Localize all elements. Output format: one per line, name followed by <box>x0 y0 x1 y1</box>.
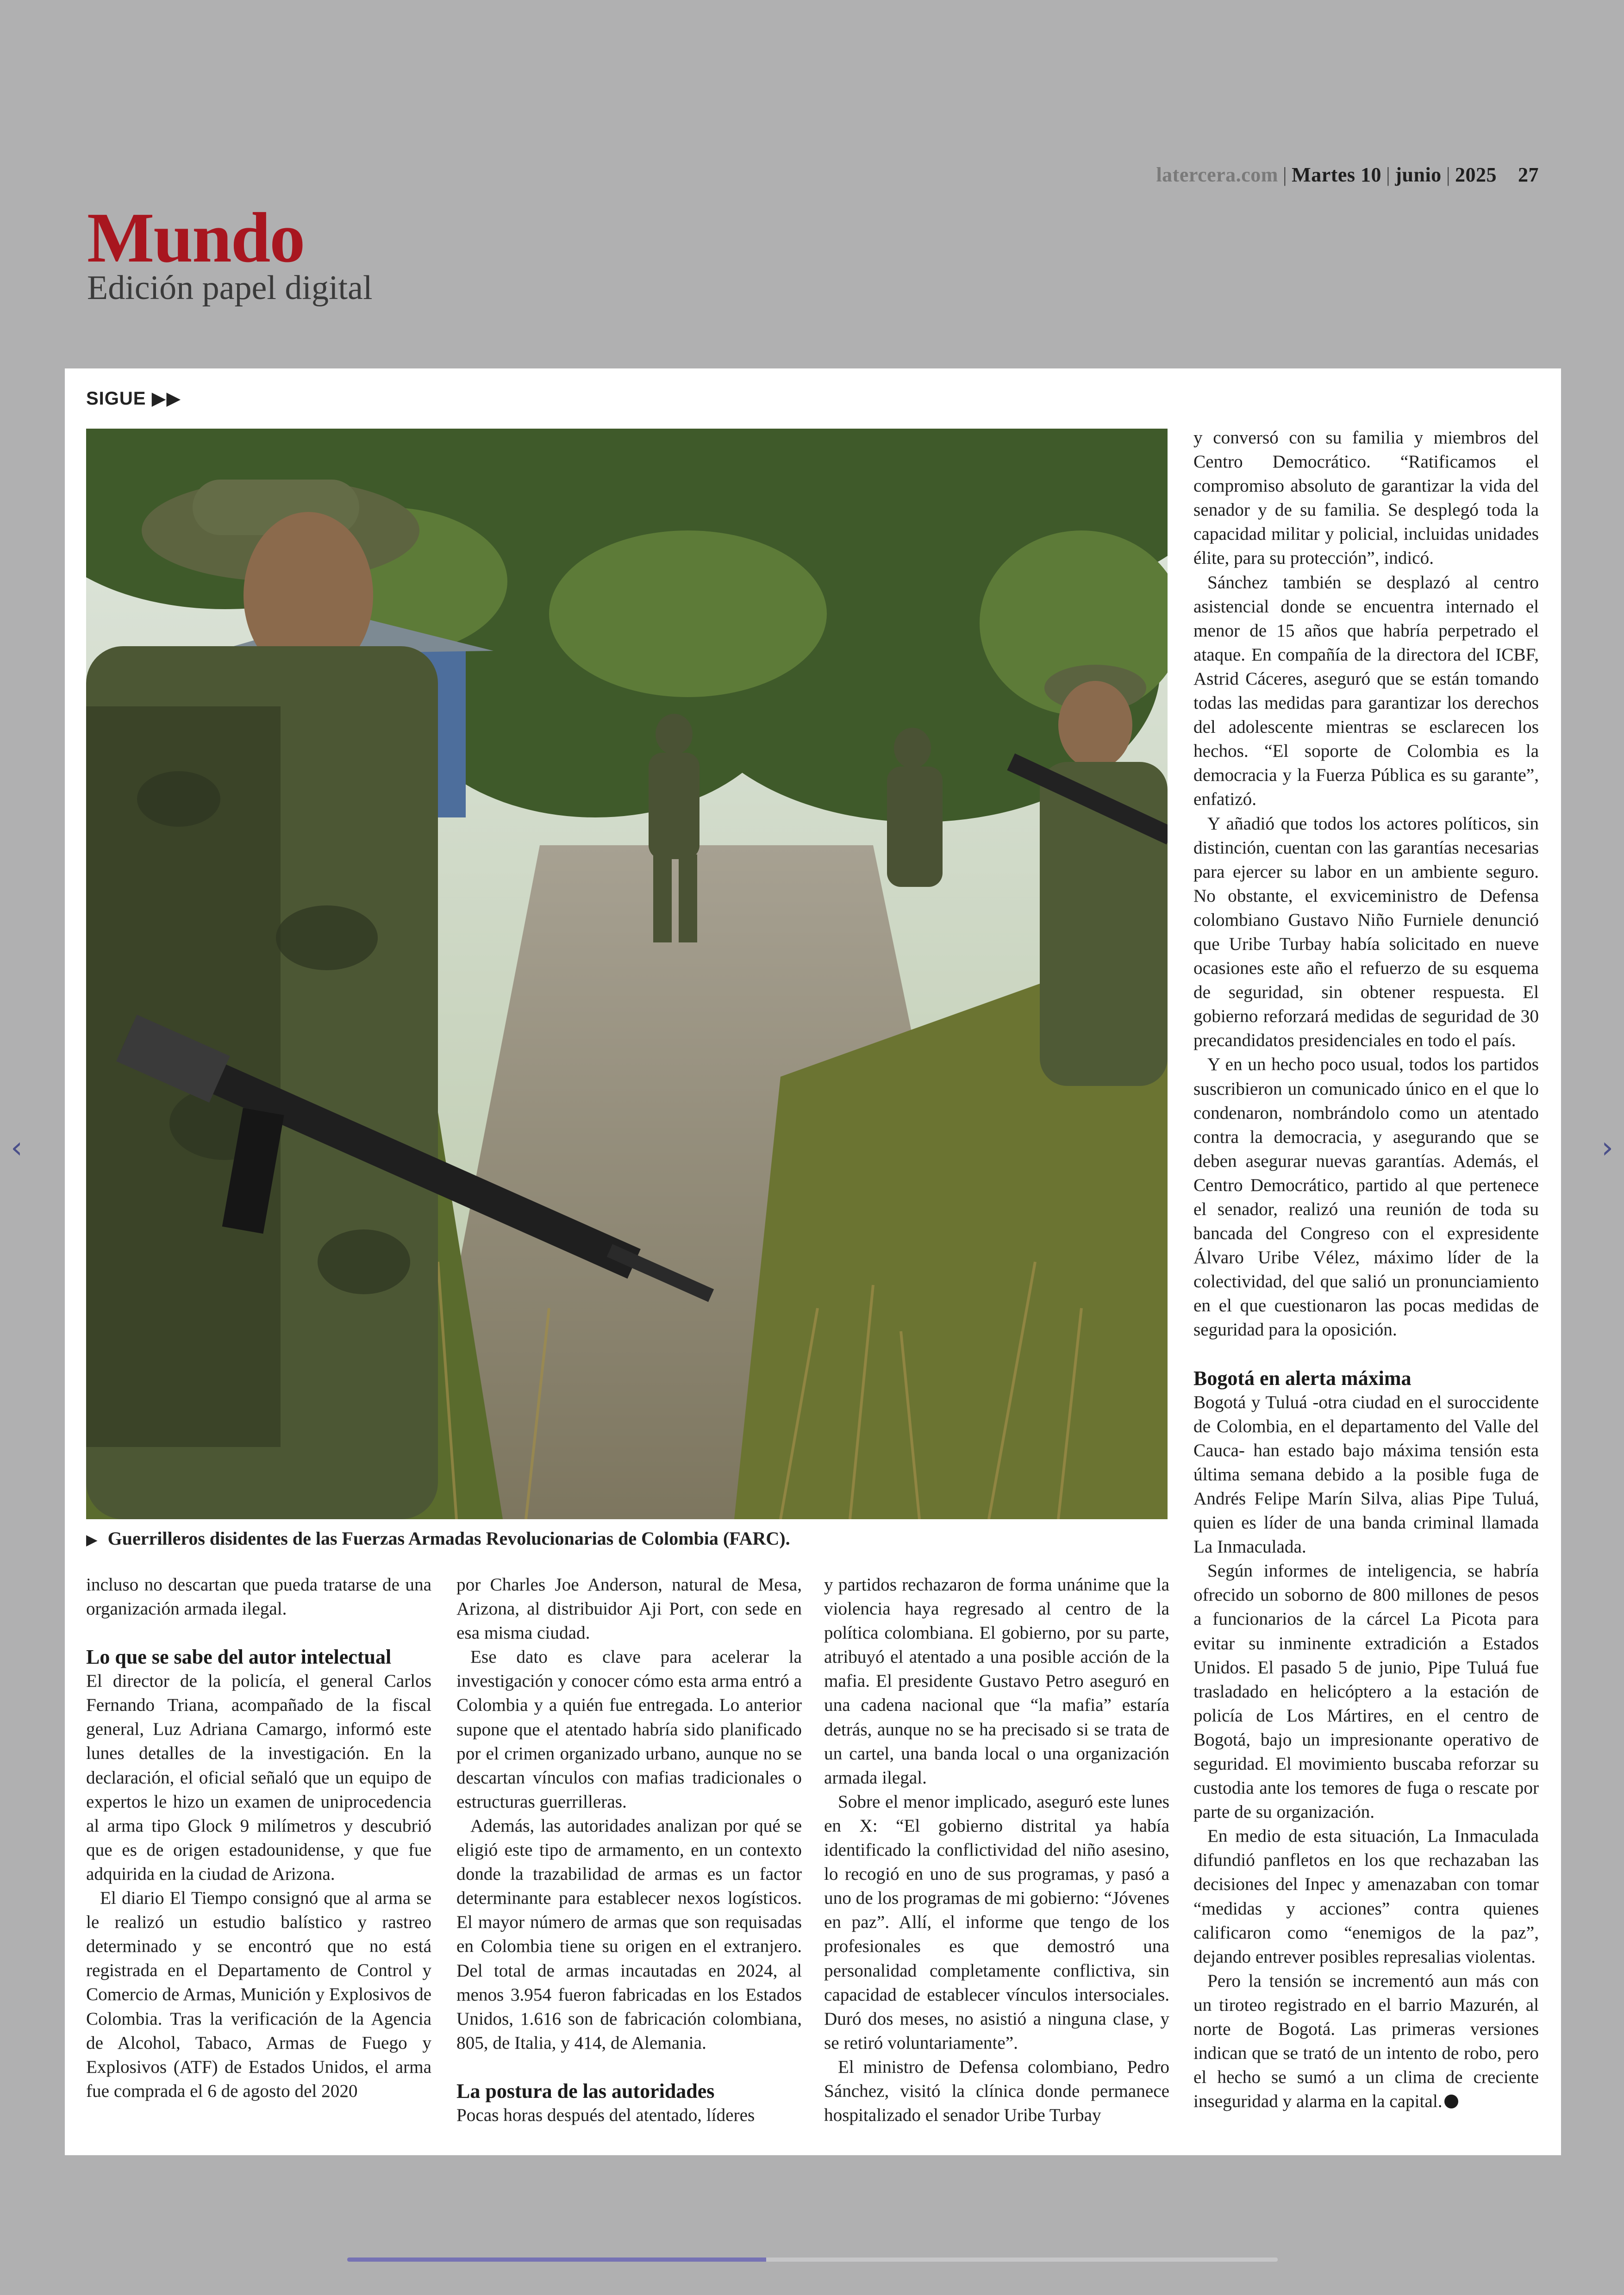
paragraph: y partidos rechazaron de forma unánime que la violencia haya regresado al centro de la política colombiana. El gobierno, por su parte, atribuyó el atentado a una posible acción de la mafia. El presidente Gustavo Petro aseguró en una cadena nacional que “la mafia” estaría detrás, aunque no se ha precisado si se trata de un cartel, una banda local o una organización armada ilegal. <box>824 1575 1169 1788</box>
paragraph: incluso no descartan que pueda tratarse de una organización armada ilegal. <box>86 1575 431 1619</box>
article-photo <box>86 429 1168 1519</box>
paragraph: Sobre el menor implicado, aseguró este lunes en X: “El gobierno distrital ya había identificado la conflictividad del niño asesino, lo recogió en uno de sus programas, y pasó a uno de los programas de mi gobierno: “Jóvenes en paz”. Allí, el informe que tengo de los profesionales es que demostró una personalidad completamente conflictiva, sin capacidad de establecer vínculos intersociales. Duró dos meses, no asistió a ninguna clase, y se retiró voluntariamente”. <box>824 1791 1169 2053</box>
subheading-bogota-alerta: Bogotá en alerta máxima <box>1193 1366 1412 1390</box>
paragraph: Pocas horas después del atentado, líderes <box>456 2105 755 2125</box>
next-page-chevron-icon[interactable]: › <box>1601 1131 1613 1165</box>
page-header-meta <box>1156 163 1539 187</box>
article-column-1 <box>86 1573 431 2103</box>
prev-page-chevron-icon[interactable]: ‹ <box>11 1131 23 1165</box>
paragraph: El ministro de Defensa colombiano, Pedro Sánchez, visitó la clínica donde permanece hospitalizado el senador Uribe Turbay <box>824 2057 1169 2126</box>
paragraph: Sánchez también se desplazó al centro asistencial donde se encuentra internado el menor de 15 años que habría perpetrado el ataque. En compañía de la directora del ICBF, Astrid Cáceres, aseguró que se están tomando todas las medidas para garantizar los derechos del adolescente mientras se esclarecen los hechos. “El soporte de Colombia es la democracia y la Fuerza Pública es su garante”, enfatizó. <box>1193 572 1539 810</box>
paragraph: Ese dato es clave para acelerar la investigación y conocer cómo esta arma entró a Colombia y a quién fue entregada. Lo anterior supone que el atentado habría sido planificado por el crimen organizado urbano, aunque no se descartan vínculos con mafias tradicionales o estructuras guerrilleras. <box>456 1647 802 1812</box>
subheading-postura-autoridades: La postura de las autoridades <box>456 2079 715 2102</box>
paragraph: Según informes de inteligencia, se habría ofrecido un soborno de 800 millones de pesos a funcionarios de la cárcel La Picota para evitar su inminente extradición a Estados Unidos. El pasado 5 de junio, Pipe Tuluá fue trasladado en helicóptero a la estación de policía de Los Mártires, en el centro de Bogotá, bajo un impresionante operativo de seguridad. El movimiento buscaba reforzar su custodia ante los temores de fuga o rescate por parte de su organización. <box>1193 1561 1539 1822</box>
article-column-4 <box>1193 426 1539 2114</box>
paragraph: Y añadió que todos los actores políticos, sin distinción, cuentan con las garantías necesarias para ejercer su labor en un ambiente seguro. No obstante, el exviceministro de Defensa colombiano Gustavo Niño Furniele denunció que Uribe Turbay había solicitado en nueve ocasiones este año el refuerzo de su esquema de seguridad, sin obtener respuesta. El gobierno reforzará medidas de seguridad de 30 precandidatos presidenciales en todo el país. <box>1193 813 1539 1051</box>
paragraph: Bogotá y Tuluá -otra ciudad en el suroccidente de Colombia, en el departamento del Valle del Cauca- han estado bajo máxima tensión esta última semana debido a la posible fuga de Andrés Felipe Marín Silva, alias Pipe Tuluá, quien es líder de una banda criminal llamada La Inmaculada. <box>1193 1392 1539 1557</box>
paragraph-final <box>1193 1969 1539 2114</box>
reading-progress-bar[interactable] <box>347 2258 1278 2262</box>
separator: | <box>1386 163 1391 186</box>
caption-text: Guerrilleros disidentes de las Fuerzas Armadas Revolucionarias de Colombia (FARC). <box>107 1528 790 1549</box>
header-month: junio <box>1395 163 1442 186</box>
newspaper-page <box>65 368 1561 2155</box>
end-of-article-icon <box>1444 2095 1458 2108</box>
section-title: Mundo <box>87 199 305 277</box>
subheading-autor-intelectual: Lo que se sabe del autor intelectual <box>86 1646 392 1669</box>
paragraph: El diario El Tiempo consignó que al arma se le realizó un estudio balístico y rastreo determinado y se encontró que no está registrada en el Departamento de Control y Comercio de Armas, Munición y Explosivos de Colombia. Tras la verificación de la Agencia de Alcohol, Tabaco, Armas de Fuego y Explosivos (ATF) de Estados Unidos, el arma fue comprada el 6 de agosto del 2020 <box>86 1888 431 2101</box>
soldiers-jungle-illustration <box>86 429 1168 1519</box>
page-number: 27 <box>1518 163 1539 186</box>
site-name: latercera.com <box>1156 163 1278 186</box>
continued-label: SIGUE ▶▶ <box>86 388 181 409</box>
section-subtitle: Edición papel digital <box>87 269 373 307</box>
article-column-2 <box>456 1573 802 2127</box>
article-column-3 <box>824 1573 1169 2127</box>
photo-caption <box>86 1528 1168 1549</box>
header-day: Martes 10 <box>1292 163 1382 186</box>
paragraph: y conversó con su familia y miembros del Centro Democrático. “Ratificamos el compromiso absoluto de garantizar la vida del senador y de su familia. Se desplegó toda la capacidad militar y policial, incluidas unidades élite, para su protección”, indicó. <box>1193 428 1539 568</box>
separator: | <box>1282 163 1287 186</box>
header-year: 2025 <box>1455 163 1497 186</box>
paragraph: En medio de esta situación, La Inmaculada difundió panfletos en los que rechazaban las decisiones del Inpec y amenazaban con tomar “medidas y acciones” contra quienes calificaron como “enemigos de la paz”, dejando entrever posibles represalias violentas. <box>1193 1826 1539 1967</box>
paragraph: El director de la policía, el general Carlos Fernando Triana, acompañado de la fiscal general, Luz Adriana Camargo, informó este lunes detalles de la investigación. En la declaración, el oficial señaló que un equipo de expertos le hizo un examen de uniprocedencia al arma tipo Glock 9 milímetros y descubrió que es de origen estadounidense, y que fue adquirida en la ciudad de Arizona. <box>86 1671 431 1884</box>
caption-marker-icon: ▶ <box>86 1531 98 1548</box>
reading-progress-fill <box>347 2258 766 2262</box>
paragraph: Y en un hecho poco usual, todos los partidos suscribieron un comunicado único en el que lo condenaron, nombrándolo como un atentado contra la democracia, y asegurando que se deben asegurar nuevas garantías. Además, el Centro Democrático, partido al que pertenece el senador, realizó una reunión de toda su bancada del Congreso con el expresidente Álvaro Uribe Vélez, máximo líder de la colectividad, del que salió un pronunciamiento en el que cuestionaron las pocas medidas de seguridad para la oposición. <box>1193 1054 1539 1340</box>
paragraph: por Charles Joe Anderson, natural de Mesa, Arizona, al distribuidor Aji Port, con sede en esa misma ciudad. <box>456 1575 802 1643</box>
separator: | <box>1446 163 1450 186</box>
paragraph: Además, las autoridades analizan por qué se eligió este tipo de armamento, en un contexto donde la trazabilidad de armas es un factor determinante para establecer nexos logísticos. El mayor número de armas que son requisadas en Colombia tiene su origen en el extranjero. Del total de armas incautadas en 2024, al menos 3.954 fueron fabricadas en los Estados Unidos, 1.616 son de fabricación colombiana, 805, de Italia, y 414, de Alemania. <box>456 1815 802 2053</box>
final-paragraph-text: Pero la tensión se incrementó aun más con un tiroteo registrado en el barrio Mazurén, al norte de Bogotá. Las primeras versiones indican que se trató de un intento de robo, pero el hecho se sumó a un clima de creciente inseguridad y alarma en la capital. <box>1193 1971 1539 2112</box>
